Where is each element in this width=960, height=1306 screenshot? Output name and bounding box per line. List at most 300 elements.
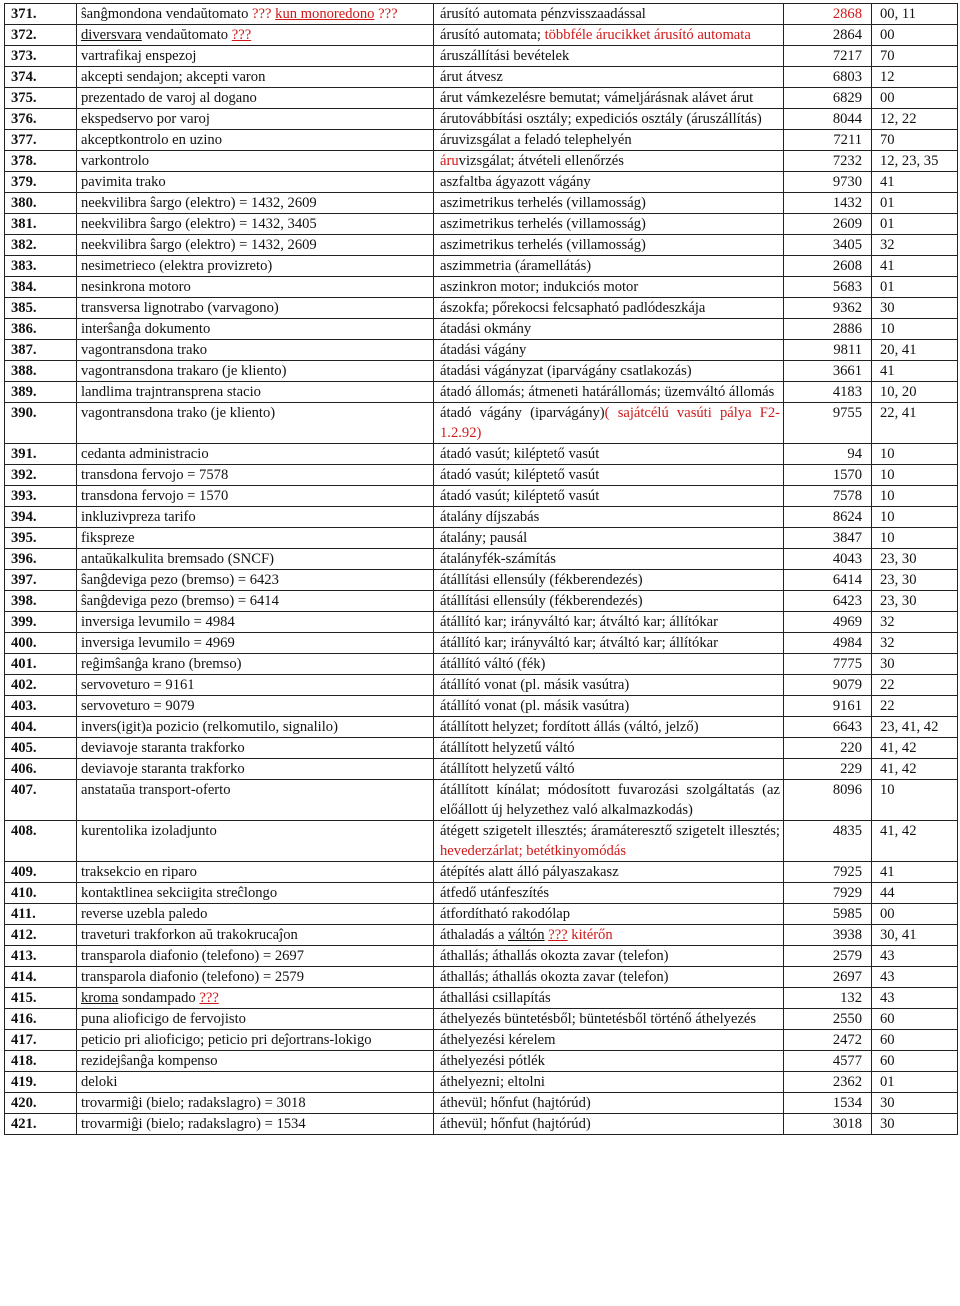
table-row: [5, 967, 958, 988]
term-segment: varkontrolo: [81, 153, 150, 169]
term-code: 7578: [784, 486, 872, 507]
table-row: [5, 486, 958, 507]
entry-number: 376.: [5, 109, 77, 130]
hungarian-term: [434, 738, 784, 759]
subject-codes: 12, 22: [872, 109, 958, 130]
esperanto-term: [77, 633, 434, 654]
table-row: [5, 465, 958, 486]
term-segment: árusító automata pénzvisszaadással: [440, 6, 646, 22]
esperanto-term: [77, 675, 434, 696]
term-segment: vagontransdona trako (je kliento): [81, 405, 276, 421]
subject-codes: 00: [872, 904, 958, 925]
subject-codes: 01: [872, 214, 958, 235]
subject-codes: 01: [872, 193, 958, 214]
term-code: 9730: [784, 172, 872, 193]
entry-number: 411.: [5, 904, 77, 925]
term-code: 229: [784, 759, 872, 780]
term-code: 6829: [784, 88, 872, 109]
table-row: [5, 675, 958, 696]
term-segment: átadó vasút; kiléptető vasút: [440, 488, 600, 504]
term-segment: deviavoje staranta trakforko: [81, 761, 245, 777]
table-row: [5, 759, 958, 780]
esperanto-term: [77, 444, 434, 465]
term-segment: ászokfa; pőrekocsi felcsapható padlódeszkája: [440, 300, 706, 316]
table-row: [5, 1093, 958, 1114]
entry-number: 388.: [5, 361, 77, 382]
table-row: [5, 340, 958, 361]
entry-number: 418.: [5, 1051, 77, 1072]
table-row: [5, 696, 958, 717]
term-segment: ???: [231, 27, 252, 43]
esperanto-term: [77, 25, 434, 46]
esperanto-term: [77, 570, 434, 591]
term-segment: ???: [548, 927, 568, 943]
table-row: [5, 946, 958, 967]
table-row: [5, 214, 958, 235]
hungarian-term: [434, 988, 784, 1009]
entry-number: 408.: [5, 821, 77, 862]
term-code: 2864: [784, 25, 872, 46]
term-code: 8096: [784, 780, 872, 821]
term-segment: kurentolika izoladjunto: [81, 823, 217, 839]
table-row: [5, 256, 958, 277]
table-row: [5, 654, 958, 675]
term-segment: áthevül; hőnfut (hajtórúd): [440, 1095, 591, 1111]
term-segment: inkluzivpreza tarifo: [81, 509, 196, 525]
term-segment: átfordítható rakodólap: [440, 906, 571, 922]
subject-codes: 44: [872, 883, 958, 904]
term-segment: nesinkrona motoro: [81, 279, 191, 295]
term-segment: aszimmetria (áramellátás): [440, 258, 592, 274]
hungarian-term: [434, 46, 784, 67]
entry-number: 382.: [5, 235, 77, 256]
table-row: [5, 549, 958, 570]
table-row: [5, 109, 958, 130]
term-segment: áru: [440, 153, 459, 169]
hungarian-term: [434, 403, 784, 444]
term-segment: átépítés alatt álló pályaszakasz: [440, 864, 619, 880]
esperanto-term: [77, 1072, 434, 1093]
term-segment: átalány; pausál: [440, 530, 528, 546]
hungarian-term: [434, 1009, 784, 1030]
entry-number: 375.: [5, 88, 77, 109]
term-code: 9811: [784, 340, 872, 361]
table-row: [5, 925, 958, 946]
term-code: 9079: [784, 675, 872, 696]
hungarian-term: [434, 130, 784, 151]
hungarian-term: [434, 298, 784, 319]
hungarian-term: [434, 465, 784, 486]
term-segment: cedanta administracio: [81, 446, 209, 462]
subject-codes: 23, 30: [872, 570, 958, 591]
hungarian-term: [434, 109, 784, 130]
hungarian-term: [434, 25, 784, 46]
subject-codes: 30: [872, 1114, 958, 1135]
esperanto-term: [77, 319, 434, 340]
term-code: 6643: [784, 717, 872, 738]
esperanto-term: [77, 696, 434, 717]
term-segment: aszimetrikus terhelés (villamosság): [440, 216, 646, 232]
table-row: [5, 25, 958, 46]
esperanto-term: [77, 780, 434, 821]
table-row: [5, 151, 958, 172]
subject-codes: 10: [872, 319, 958, 340]
entry-number: 404.: [5, 717, 77, 738]
term-code: 8044: [784, 109, 872, 130]
term-segment: aszimetrikus terhelés (villamosság): [440, 195, 646, 211]
hungarian-term: [434, 612, 784, 633]
subject-codes: 43: [872, 988, 958, 1009]
entry-number: 393.: [5, 486, 77, 507]
entry-number: 394.: [5, 507, 77, 528]
term-code: 6423: [784, 591, 872, 612]
table-row: [5, 277, 958, 298]
subject-codes: 30, 41: [872, 925, 958, 946]
hungarian-term: [434, 235, 784, 256]
entry-number: 373.: [5, 46, 77, 67]
term-segment: vagontransdona trako: [81, 342, 208, 358]
entry-number: 374.: [5, 67, 77, 88]
table-row: [5, 361, 958, 382]
term-segment: árutovábbítási osztály; expediciós osztály (áruszállítás): [440, 111, 762, 127]
subject-codes: 20, 41: [872, 340, 958, 361]
hungarian-term: [434, 4, 784, 25]
term-segment: átállító vonat (pl. másik vasútra): [440, 677, 630, 693]
hungarian-term: [434, 256, 784, 277]
table-row: [5, 633, 958, 654]
esperanto-term: [77, 821, 434, 862]
entry-number: 380.: [5, 193, 77, 214]
entry-number: 417.: [5, 1030, 77, 1051]
term-segment: vartrafikaj enspezoj: [81, 48, 197, 64]
subject-codes: 32: [872, 633, 958, 654]
term-segment: transdona fervojo = 7578: [81, 467, 229, 483]
subject-codes: 41, 42: [872, 821, 958, 862]
subject-codes: 00: [872, 88, 958, 109]
term-segment: átfedő utánfeszítés: [440, 885, 549, 901]
term-code: 6414: [784, 570, 872, 591]
term-segment: ???: [252, 6, 272, 22]
esperanto-term: [77, 1114, 434, 1135]
hungarian-term: [434, 528, 784, 549]
term-segment: fikspreze: [81, 530, 135, 546]
esperanto-term: [77, 988, 434, 1009]
entry-number: 397.: [5, 570, 77, 591]
entry-number: 402.: [5, 675, 77, 696]
term-code: 4969: [784, 612, 872, 633]
term-segment: interŝanĝa dokumento: [81, 321, 211, 337]
term-segment: átállított helyzetű váltó: [440, 740, 575, 756]
hungarian-term: [434, 967, 784, 988]
term-segment: akcepti sendajon; akcepti varon: [81, 69, 266, 85]
subject-codes: 22: [872, 696, 958, 717]
hungarian-term: [434, 67, 784, 88]
esperanto-term: [77, 946, 434, 967]
table-row: [5, 717, 958, 738]
term-code: 1432: [784, 193, 872, 214]
hungarian-term: [434, 1030, 784, 1051]
entry-number: 377.: [5, 130, 77, 151]
entry-number: 412.: [5, 925, 77, 946]
term-segment: inversiga levumilo = 4984: [81, 614, 235, 630]
table-row: [5, 319, 958, 340]
esperanto-term: [77, 277, 434, 298]
entry-number: 400.: [5, 633, 77, 654]
term-segment: áthelyezni; eltolni: [440, 1074, 545, 1090]
hungarian-term: [434, 151, 784, 172]
entry-number: 399.: [5, 612, 77, 633]
table-row: [5, 862, 958, 883]
term-segment: vagontransdona trakaro (je kliento): [81, 363, 287, 379]
table-row: [5, 88, 958, 109]
term-code: 5985: [784, 904, 872, 925]
hungarian-term: [434, 759, 784, 780]
term-segment: áthallás; áthallás okozta zavar (telefon): [440, 948, 669, 964]
table-row: [5, 382, 958, 403]
term-segment: árut átvesz: [440, 69, 503, 85]
table-row: [5, 130, 958, 151]
esperanto-term: [77, 591, 434, 612]
term-segment: ( sajátcélú vasúti pálya F2-1.2.92): [440, 405, 780, 441]
term-segment: neekvilibra ŝargo (elektro) = 1432, 2609: [81, 237, 317, 253]
entry-number: 392.: [5, 465, 77, 486]
esperanto-term: [77, 361, 434, 382]
hungarian-term: [434, 172, 784, 193]
term-segment: kroma: [81, 990, 119, 1006]
term-segment: traksekcio en riparo: [81, 864, 197, 880]
term-segment: áthaladás a: [440, 927, 509, 943]
subject-codes: 41, 42: [872, 738, 958, 759]
term-segment: servoveturo = 9079: [81, 698, 195, 714]
term-segment: diversvara: [81, 27, 142, 43]
entry-number: 396.: [5, 549, 77, 570]
subject-codes: 01: [872, 277, 958, 298]
esperanto-term: [77, 403, 434, 444]
esperanto-term: [77, 465, 434, 486]
term-segment: rezidejŝanĝa kompenso: [81, 1053, 218, 1069]
hungarian-term: [434, 654, 784, 675]
esperanto-term: [77, 298, 434, 319]
entry-number: 415.: [5, 988, 77, 1009]
term-segment: kontaktlinea sekciigita streĉlongo: [81, 885, 278, 901]
esperanto-term: [77, 172, 434, 193]
esperanto-term: [77, 1009, 434, 1030]
term-segment: átállító vonat (pl. másik vasútra): [440, 698, 630, 714]
table-row: [5, 46, 958, 67]
esperanto-term: [77, 1093, 434, 1114]
entry-number: 413.: [5, 946, 77, 967]
term-code: 4835: [784, 821, 872, 862]
entry-number: 379.: [5, 172, 77, 193]
subject-codes: 70: [872, 46, 958, 67]
subject-codes: 10: [872, 465, 958, 486]
glossary-table: [4, 3, 958, 1135]
entry-number: 384.: [5, 277, 77, 298]
term-segment: akceptkontrolo en uzino: [81, 132, 223, 148]
hungarian-term: [434, 862, 784, 883]
hungarian-term: [434, 361, 784, 382]
term-code: 3405: [784, 235, 872, 256]
entry-number: 372.: [5, 25, 77, 46]
hungarian-term: [434, 214, 784, 235]
esperanto-term: [77, 256, 434, 277]
term-code: 9161: [784, 696, 872, 717]
entry-number: 420.: [5, 1093, 77, 1114]
term-segment: traveturi trakforkon aŭ trakokrucaĵon: [81, 927, 298, 943]
term-segment: vendaŭtomato: [141, 27, 232, 43]
subject-codes: 12: [872, 67, 958, 88]
term-segment: invers(igit)a pozicio (relkomutilo, signalilo): [81, 719, 338, 735]
term-segment: prezentado de varoj al dogano: [81, 90, 257, 106]
term-code: 7211: [784, 130, 872, 151]
term-segment: áthallás; áthallás okozta zavar (telefon): [440, 969, 669, 985]
subject-codes: 22: [872, 675, 958, 696]
entry-number: 383.: [5, 256, 77, 277]
term-code: 8624: [784, 507, 872, 528]
subject-codes: 23, 30: [872, 591, 958, 612]
subject-codes: 32: [872, 612, 958, 633]
term-segment: átalányfék-számítás: [440, 551, 556, 567]
term-segment: reverse uzebla paledo: [81, 906, 208, 922]
term-segment: átadó vasút; kiléptető vasút: [440, 467, 600, 483]
subject-codes: 60: [872, 1051, 958, 1072]
term-segment: kitérőn: [567, 927, 613, 943]
esperanto-term: [77, 1030, 434, 1051]
entry-number: 386.: [5, 319, 77, 340]
entry-number: 405.: [5, 738, 77, 759]
term-code: 2697: [784, 967, 872, 988]
hungarian-term: [434, 549, 784, 570]
term-code: 7929: [784, 883, 872, 904]
term-code: 94: [784, 444, 872, 465]
subject-codes: 41, 42: [872, 759, 958, 780]
esperanto-term: [77, 528, 434, 549]
table-row: [5, 1114, 958, 1135]
term-segment: transparola diafonio (telefono) = 2697: [81, 948, 305, 964]
term-code: 6803: [784, 67, 872, 88]
table-row: [5, 235, 958, 256]
table-row: [5, 444, 958, 465]
hungarian-term: [434, 193, 784, 214]
term-segment: átállított helyzetű váltó: [440, 761, 575, 777]
table-row: [5, 4, 958, 25]
subject-codes: 43: [872, 967, 958, 988]
hungarian-term: [434, 633, 784, 654]
esperanto-term: [77, 109, 434, 130]
entry-number: 389.: [5, 382, 77, 403]
subject-codes: 41: [872, 361, 958, 382]
subject-codes: 23, 30: [872, 549, 958, 570]
term-segment: antaŭkalkulita bremsado (SNCF): [81, 551, 274, 567]
hungarian-term: [434, 946, 784, 967]
subject-codes: 30: [872, 1093, 958, 1114]
esperanto-term: [77, 130, 434, 151]
term-segment: transparola diafonio (telefono) = 2579: [81, 969, 305, 985]
term-segment: átállítási ellensúly (fékberendezés): [440, 593, 643, 609]
term-segment: árut vámkezelésre bemutat; vámeljárásnak alávet árut: [440, 90, 754, 106]
subject-codes: 41: [872, 862, 958, 883]
hungarian-term: [434, 1114, 784, 1135]
term-segment: átadó vasút; kiléptető vasút: [440, 446, 600, 462]
term-segment: átállított helyzet; fordított állás (váltó, jelző): [440, 719, 699, 735]
subject-codes: 41: [872, 172, 958, 193]
term-code: 5683: [784, 277, 872, 298]
term-code: 1570: [784, 465, 872, 486]
esperanto-term: [77, 46, 434, 67]
term-code: 220: [784, 738, 872, 759]
term-code: 4577: [784, 1051, 872, 1072]
term-code: 7217: [784, 46, 872, 67]
term-segment: nesimetrieco (elektra provizreto): [81, 258, 273, 274]
table-row: [5, 988, 958, 1009]
term-segment: puna alioficigo de fervojisto: [81, 1011, 246, 1027]
entry-number: 410.: [5, 883, 77, 904]
table-row: [5, 738, 958, 759]
term-code: 2886: [784, 319, 872, 340]
table-row: [5, 1051, 958, 1072]
term-segment: kun monoredono: [275, 6, 375, 22]
esperanto-term: [77, 486, 434, 507]
entry-number: 414.: [5, 967, 77, 988]
term-segment: átadási vágány: [440, 342, 527, 358]
hungarian-term: [434, 340, 784, 361]
term-segment: átadási vágányzat (iparvágány csatlakozás): [440, 363, 692, 379]
term-segment: átállított kínálat; módosított fuvarozási szolgáltatás (az előállott új helyzethez való alkalmazkodás): [440, 782, 780, 818]
term-segment: reĝimŝanĝa krano (bremso): [81, 656, 242, 672]
term-segment: ???: [199, 990, 219, 1006]
hungarian-term: [434, 1072, 784, 1093]
subject-codes: 01: [872, 1072, 958, 1093]
esperanto-term: [77, 88, 434, 109]
hungarian-term: [434, 591, 784, 612]
table-row: [5, 67, 958, 88]
subject-codes: 60: [872, 1009, 958, 1030]
term-segment: átállító váltó (fék): [440, 656, 546, 672]
term-segment: transversa lignotrabo (varvagono): [81, 300, 279, 316]
entry-number: 381.: [5, 214, 77, 235]
entry-number: 406.: [5, 759, 77, 780]
term-segment: átadási okmány: [440, 321, 532, 337]
term-segment: átadó állomás; átmeneti határállomás; üzemváltó állomás: [440, 384, 775, 400]
entry-number: 401.: [5, 654, 77, 675]
term-code: 3661: [784, 361, 872, 382]
table-row: [5, 507, 958, 528]
term-segment: átalány díjszabás: [440, 509, 540, 525]
esperanto-term: [77, 340, 434, 361]
entry-number: 371.: [5, 4, 77, 25]
table-row: [5, 298, 958, 319]
table-row: [5, 1030, 958, 1051]
term-code: 1534: [784, 1093, 872, 1114]
table-row: [5, 172, 958, 193]
esperanto-term: [77, 235, 434, 256]
term-segment: pavimita trako: [81, 174, 166, 190]
subject-codes: 12, 23, 35: [872, 151, 958, 172]
entry-number: 421.: [5, 1114, 77, 1135]
term-segment: anstataŭa transport-oferto: [81, 782, 231, 798]
term-code: 2362: [784, 1072, 872, 1093]
entry-number: 407.: [5, 780, 77, 821]
subject-codes: 30: [872, 654, 958, 675]
entry-number: 416.: [5, 1009, 77, 1030]
term-code: 2868: [784, 4, 872, 25]
table-row: [5, 780, 958, 821]
term-segment: ŝanĝdeviga pezo (bremso) = 6423: [81, 572, 279, 588]
term-segment: deloki: [81, 1074, 118, 1090]
term-code: 9362: [784, 298, 872, 319]
subject-codes: 10: [872, 507, 958, 528]
hungarian-term: [434, 883, 784, 904]
